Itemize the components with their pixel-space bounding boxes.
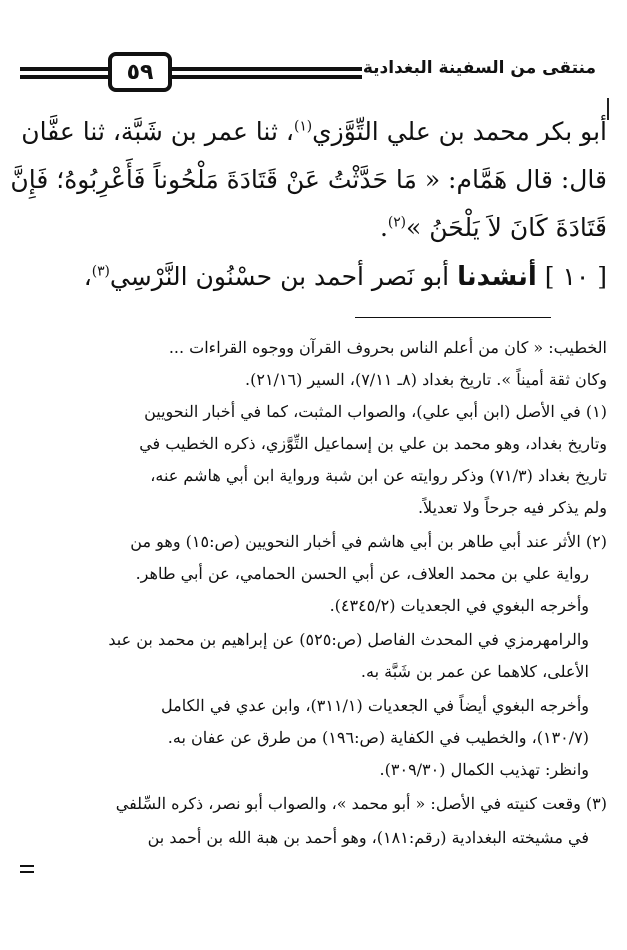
header-rule-left-top [20,67,108,71]
main-line-2: قال: قال هَمَّام: « مَا حَدَّثْتُ عَنْ قَتَادَةَ مَلْحُوناً فَأَعْرِبُوهُ؛ فَإِنَّ [10,165,607,194]
header-rule-right-bottom [172,75,362,79]
main-line-1 [15,112,607,152]
footnote-line: تاريخ بغداد (٧١/٣) وذكر روايته عن ابن شبة ورواية ابن أبي هاشم عنه، [150,466,607,485]
entry-line [15,257,607,297]
footnote-ref-1[interactable]: (١) [293,118,313,135]
entry-keyword: أنشدنا [457,262,537,292]
main-line-1-tail: ، ثنا عمر بن شَبَّة، ثنا عفَّان [21,117,294,146]
main-line-3-tail: . [379,213,388,242]
margin-mark [607,98,609,120]
header-rule-left-bottom [20,75,108,79]
footnote-2-start: (٢) الأثر عند أبي طاهر بن أبي هاشم في أخبار النحويين (ص:١٥) وهو من [130,532,607,551]
footnote-separator [355,317,551,318]
footnote-line: والرامهرمزي في المحدث الفاصل (ص:٥٢٥) عن إبراهيم بن محمد بن عبد [108,630,589,649]
book-title: منتقى من السفينة البغدادية [362,58,596,78]
footnote-line: رواية علي بن محمد العلاف، عن أبي الحسن الحمامي، عن أبي طاهر. [135,564,589,583]
continuation-mark [20,865,34,873]
footnote-3-start: (٣) وقعت كنيته في الأصل: « أبو محمد »، والصواب أبو نصر، ذكره السِّلفي [115,794,607,813]
entry-number: [ ١٠ ] [544,262,607,291]
entry-text: أبو نَصر أحمد بن حسْنُون النَّرْسِي [109,262,450,291]
main-line-3 [15,208,607,248]
footnote-line: وأخرجه البغوي في الجعديات (٤٣٤٥/٢). [329,596,589,615]
footnote-line: ولم يذكر فيه جرحاً ولا تعديلاً. [417,498,607,517]
footnote-line: الأعلى، كلاهما عن عمر بن شَبَّة به. [360,662,589,681]
footnote-ref-3[interactable]: (٣) [91,263,110,280]
footnote-line: وأخرجه البغوي أيضاً في الجعديات (٣١١/١)، وابن عدي في الكامل [161,696,589,715]
entry-tail: ، [83,262,92,291]
footnote-line: وتاريخ بغداد، وهو محمد بن علي بن إسماعيل التِّوَّزي، ذكره الخطيب في [139,434,607,453]
footnote-ref-2[interactable]: (٢) [387,214,407,231]
page-number: ٥٩ [108,52,172,92]
footnote-line: وانظر: تهذيب الكمال (٣٠٩/٣٠). [379,760,589,779]
header-rule-right-top [172,67,362,71]
footnote-line: وكان ثقة أميناً ». تاريخ بغداد (٨ـ ٧/١١)، السير (٢١/١٦). [245,370,607,389]
footnote-line: (١٣٠/٧)، والخطيب في الكفاية (ص:١٩٦) من طرق عن عفان به. [167,728,589,747]
main-line-1-text: أبو بكر محمد بن علي التِّوَّزي [312,117,607,146]
footnote-line: في مشيخته البغدادية (رقم:١٨١)، وهو أحمد بن هبة الله بن أحمد بن [147,828,589,847]
footnote-line: الخطيب: « كان من أعلم الناس بحروف القرآن ووجوه القراءات ... [168,338,607,357]
main-line-3-text: قَتَادَةَ كَانَ لاَ يَلْحَنُ » [406,213,607,242]
footnote-1-start: (١) في الأصل (ابن أبي علي)، والصواب المثبت، كما في أخبار النحويين [144,402,607,421]
page-header [20,50,595,96]
